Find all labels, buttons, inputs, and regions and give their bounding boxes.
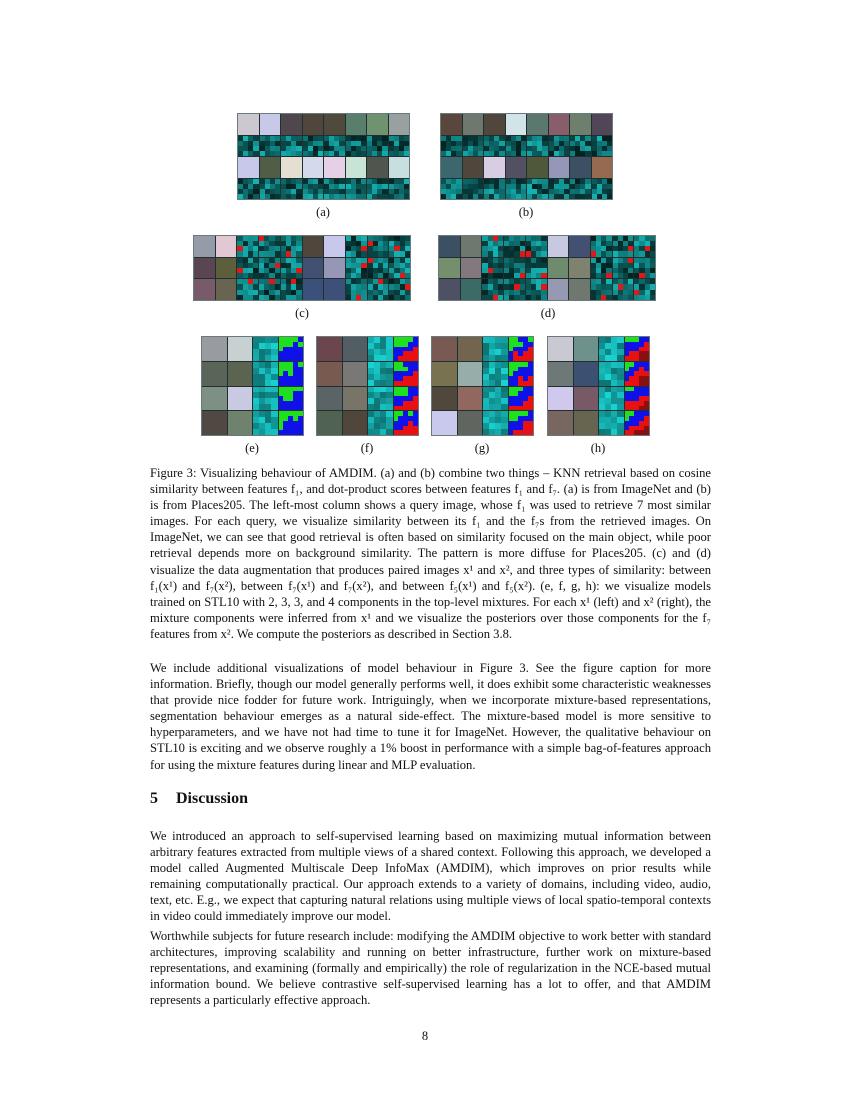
figure-panel-c [193,235,411,301]
figure-thumbnail [569,279,590,300]
figure-panel-d [438,235,656,301]
figure-thumbnail [504,279,525,300]
figure-thumbnail [574,411,599,435]
figure-thumbnail [303,114,324,135]
figure-thumbnail [281,279,302,300]
figure-thumbnail [548,236,569,257]
figure-thumbnail [394,411,419,435]
figure-thumbnail [570,136,591,157]
figure-thumbnail [482,236,503,257]
figure-thumbnail [202,362,227,386]
figure-thumbnail [228,362,253,386]
panel-a-grid [238,114,409,199]
figure-thumbnail [343,362,368,386]
figure-thumbnail [202,411,227,435]
figure-thumbnail [303,179,324,200]
figure-thumbnail [506,179,527,200]
figure-thumbnail [484,136,505,157]
figure-thumbnail [548,387,573,411]
figure-thumbnail [259,236,280,257]
figure-thumbnail [574,362,599,386]
figure-thumbnail [303,279,324,300]
figure-thumbnail [368,387,393,411]
figure-thumbnail [394,387,419,411]
figure-thumbnail [389,258,410,279]
figure-thumbnail [194,279,215,300]
figure-thumbnail [389,179,410,200]
figure-thumbnail [253,411,278,435]
figure-thumbnail [324,157,345,178]
figure-thumbnail [634,236,655,257]
figure-thumbnail [367,179,388,200]
figure-thumbnail [317,337,342,361]
figure-thumbnail [228,387,253,411]
figure-thumbnail [194,236,215,257]
figure-thumbnail [592,179,613,200]
figure-thumbnail [574,337,599,361]
figure-thumbnail [303,236,324,257]
figure-thumbnail [237,236,258,257]
figure-thumbnail [458,337,483,361]
figure-thumbnail [484,114,505,135]
figure-thumbnail [238,179,259,200]
figure-thumbnail [279,387,304,411]
figure-thumbnail [394,362,419,386]
figure-thumbnail [432,411,457,435]
figure-thumbnail [509,362,534,386]
figure-thumbnail [346,179,367,200]
figure-thumbnail [591,258,612,279]
figure-panel-e [201,336,304,436]
figure-thumbnail [574,387,599,411]
figure-panel-f [316,336,419,436]
figure-thumbnail [432,362,457,386]
figure-thumbnail [281,258,302,279]
figure-panel-b [440,113,613,200]
figure-thumbnail [625,411,650,435]
figure-thumbnail [506,114,527,135]
figure-thumbnail [346,279,367,300]
panel-c-label: (c) [295,306,309,320]
figure-thumbnail [253,387,278,411]
figure-thumbnail [549,114,570,135]
figure-thumbnail [238,157,259,178]
panel-h-grid [548,337,649,435]
panel-h-label: (h) [590,441,606,455]
figure-caption [150,465,711,642]
figure-thumbnail [281,236,302,257]
figure-thumbnail [346,157,367,178]
figure-thumbnail [346,258,367,279]
panel-c-grid [194,236,410,300]
figure-thumbnail [194,258,215,279]
figure-thumbnail [260,179,281,200]
discussion-paragraph-1-text: We introduced an approach to self-supervised learning based on maximizing mutual information between arbitrary features extracted from multiple views of a shared context. Following this approach, we developed a model called Augmented Multiscale Deep InfoMax (AMDIM), which improves on prior results while remaining computationally practical. Our approach extends to a variety of domains, including video, audio, text, etc. E.g., we expect that capturing natural relations using multiple views of local spatio-temporal contexts in video could immediately improve our model. [150,829,711,924]
panel-e-label: (e) [245,441,259,455]
figure-thumbnail [570,157,591,178]
figure-thumbnail [548,362,573,386]
figure-thumbnail [526,258,547,279]
figure-thumbnail [548,411,573,435]
figure-thumbnail [613,279,634,300]
figure-thumbnail [548,337,573,361]
figure-thumbnail [394,337,419,361]
figure-thumbnail [482,258,503,279]
figure-thumbnail [483,337,508,361]
figure-thumbnail [216,279,237,300]
panel-g-label: (g) [474,441,490,455]
figure-thumbnail [570,179,591,200]
section-heading [150,790,248,808]
panel-b-label: (b) [518,205,534,219]
figure-thumbnail [463,179,484,200]
figure-thumbnail [237,279,258,300]
figure-thumbnail [228,337,253,361]
figure-thumbnail [458,411,483,435]
figure-thumbnail [592,136,613,157]
figure-thumbnail [461,258,482,279]
figure-thumbnail [259,258,280,279]
figure-thumbnail [506,157,527,178]
figure-thumbnail [367,114,388,135]
figure-thumbnail [253,362,278,386]
figure-thumbnail [432,387,457,411]
figure-thumbnail [549,179,570,200]
figure-thumbnail [303,157,324,178]
panel-e-grid [202,337,303,435]
figure-thumbnail [625,387,650,411]
figure-thumbnail [368,411,393,435]
figure-thumbnail [463,157,484,178]
panel-g-grid [432,337,533,435]
figure-thumbnail [343,411,368,435]
figure-thumbnail [432,337,457,361]
figure-thumbnail [549,157,570,178]
figure-thumbnail [458,387,483,411]
figure-thumbnail [281,179,302,200]
discussion-paragraph-2 [150,928,711,1008]
figure-thumbnail [260,157,281,178]
figure-thumbnail [228,411,253,435]
figure-thumbnail [389,114,410,135]
discussion-paragraph-2-text: Worthwhile subjects for future research include: modifying the AMDIM objective to work better with standard architectures, improving scalability and running on better infrastructure, further work on mixture-based representations, and examining (formally and empirically) the role of regularization in the NCE-based mutual information bound. We believe contrastive self-supervised learning has a lot to offer, and that AMDIM represents a particularly effective approach. [150,929,711,1008]
figure-thumbnail [599,387,624,411]
figure-thumbnail [509,387,534,411]
figure-thumbnail [591,236,612,257]
figure-thumbnail [504,236,525,257]
figure-thumbnail [527,114,548,135]
figure-thumbnail [592,157,613,178]
figure-thumbnail [324,279,345,300]
figure-thumbnail [527,136,548,157]
figure-thumbnail [253,337,278,361]
figure-thumbnail [346,114,367,135]
figure-panel-g [431,336,534,436]
figure-thumbnail [548,258,569,279]
figure-thumbnail [367,157,388,178]
figure-thumbnail [461,236,482,257]
figure-thumbnail [527,179,548,200]
figure-thumbnail [368,337,393,361]
figure-thumbnail [599,411,624,435]
figure-thumbnail [324,258,345,279]
figure-thumbnail [279,411,304,435]
panel-b-grid [441,114,612,199]
figure-thumbnail [549,136,570,157]
figure-thumbnail [441,179,462,200]
figure-thumbnail [216,236,237,257]
figure-thumbnail [592,114,613,135]
figure-thumbnail [389,136,410,157]
figure-thumbnail [324,114,345,135]
figure-thumbnail [625,337,650,361]
figure-thumbnail [303,258,324,279]
figure-thumbnail [324,179,345,200]
figure-thumbnail [389,157,410,178]
figure-thumbnail [439,258,460,279]
figure-thumbnail [238,114,259,135]
figure-thumbnail [599,337,624,361]
figure-thumbnail [591,279,612,300]
figure-thumbnail [625,362,650,386]
figure-thumbnail [343,337,368,361]
figure-thumbnail [324,136,345,157]
figure-thumbnail [504,258,525,279]
figure-thumbnail [346,136,367,157]
figure-thumbnail [506,136,527,157]
figure-thumbnail [482,279,503,300]
panel-f-grid [317,337,418,435]
figure-thumbnail [303,136,324,157]
figure-thumbnail [613,258,634,279]
figure-thumbnail [317,362,342,386]
figure-thumbnail [389,236,410,257]
body-paragraph-text: We include additional visualizations of model behaviour in Figure 3. See the figure caption for more information. Briefly, though our model generally performs well, it does exhibit some characteristic weaknesses that provide nice fodder for future work. Intriguingly, when we incorporate mixture-based representations, segmentation behaviour emerges as a natural side-effect. The mixture-based model is more sensitive to hyperparameters, and we have not had time to tune it for ImageNet. However, the qualitative behaviour on STL10 is exciting and we observe roughly a 1% boost in performance with a simple bag-of-features approach for using the mixture features during linear and MLP evaluation. [150,661,711,772]
figure-thumbnail [463,114,484,135]
figure-thumbnail [259,279,280,300]
figure-thumbnail [343,387,368,411]
figure-caption-text: Figure 3: Visualizing behaviour of AMDIM. (a) and (b) combine two things – KNN retrieval based on cosine similarity between features f₁, and dot-product scores between features f₁ and f₇. (a) is from ImageNet and (b) is from Places205. The left-most column shows a query image, whose f₁ was used to retrieve 7 most similar images. For each query, we visualize similarity between its f₁ and the f₇s from the retrieved images. On ImageNet, we can see that good retrieval is often based on similarity focused on the main object, while poor retrieval depends more on background similarity. The pattern is more diffuse for Places205. (c) and (d) visualize the data augmentation that produces paired images x¹ and x², and three types of similarity: between f₁(x¹) and f₇(x²), between f₇(x¹) and f₇(x²), and between f₅(x¹) and f₅(x²). (e, f, g, h): we visualize models trained on STL10 with 2, 3, 3, and 4 components in the top-level mixtures. For each x¹ (left) and x² (right), the mixture components were inferred from x¹ and we visualize the posteriors over those components for the f₇ features from x². We compute the posteriors as described in Section 3.8. [150,466,711,641]
figure-thumbnail [324,236,345,257]
figure-thumbnail [484,179,505,200]
section-title: Discussion [176,790,249,807]
figure-thumbnail [441,114,462,135]
figure-thumbnail [569,258,590,279]
figure-thumbnail [439,236,460,257]
figure-thumbnail [281,136,302,157]
figure-thumbnail [483,387,508,411]
figure-thumbnail [389,279,410,300]
figure-thumbnail [458,362,483,386]
figure-thumbnail [202,337,227,361]
figure-panel-h [547,336,650,436]
figure-thumbnail [368,258,389,279]
figure-thumbnail [634,279,655,300]
figure-thumbnail [202,387,227,411]
figure-thumbnail [613,236,634,257]
discussion-paragraph-1 [150,828,711,925]
figure-thumbnail [317,387,342,411]
figure-thumbnail [463,136,484,157]
figure-thumbnail [484,157,505,178]
figure-thumbnail [461,279,482,300]
figure-thumbnail [569,236,590,257]
figure-thumbnail [570,114,591,135]
figure-thumbnail [317,411,342,435]
figure-thumbnail [281,157,302,178]
figure-thumbnail [346,236,367,257]
figure-thumbnail [368,362,393,386]
panel-d-label: (d) [540,306,556,320]
panel-d-grid [439,236,655,300]
panel-a-label: (a) [316,205,330,219]
figure-thumbnail [441,157,462,178]
figure-thumbnail [281,114,302,135]
figure-thumbnail [260,136,281,157]
page-number: 8 [421,1029,429,1043]
figure-thumbnail [441,136,462,157]
figure-thumbnail [238,136,259,157]
figure-thumbnail [527,157,548,178]
figure-thumbnail [634,258,655,279]
figure-thumbnail [368,236,389,257]
figure-thumbnail [279,337,304,361]
figure-thumbnail [367,136,388,157]
figure-thumbnail [279,362,304,386]
figure-thumbnail [216,258,237,279]
panel-f-label: (f) [360,441,374,455]
figure-thumbnail [526,236,547,257]
figure-thumbnail [599,362,624,386]
figure-thumbnail [509,337,534,361]
section-number: 5 [150,790,158,807]
figure-thumbnail [526,279,547,300]
figure-thumbnail [483,362,508,386]
figure-thumbnail [237,258,258,279]
body-paragraph [150,660,711,773]
figure-thumbnail [548,279,569,300]
figure-thumbnail [439,279,460,300]
figure-panel-a [237,113,410,200]
figure-thumbnail [368,279,389,300]
figure-thumbnail [483,411,508,435]
figure-thumbnail [260,114,281,135]
figure-thumbnail [509,411,534,435]
